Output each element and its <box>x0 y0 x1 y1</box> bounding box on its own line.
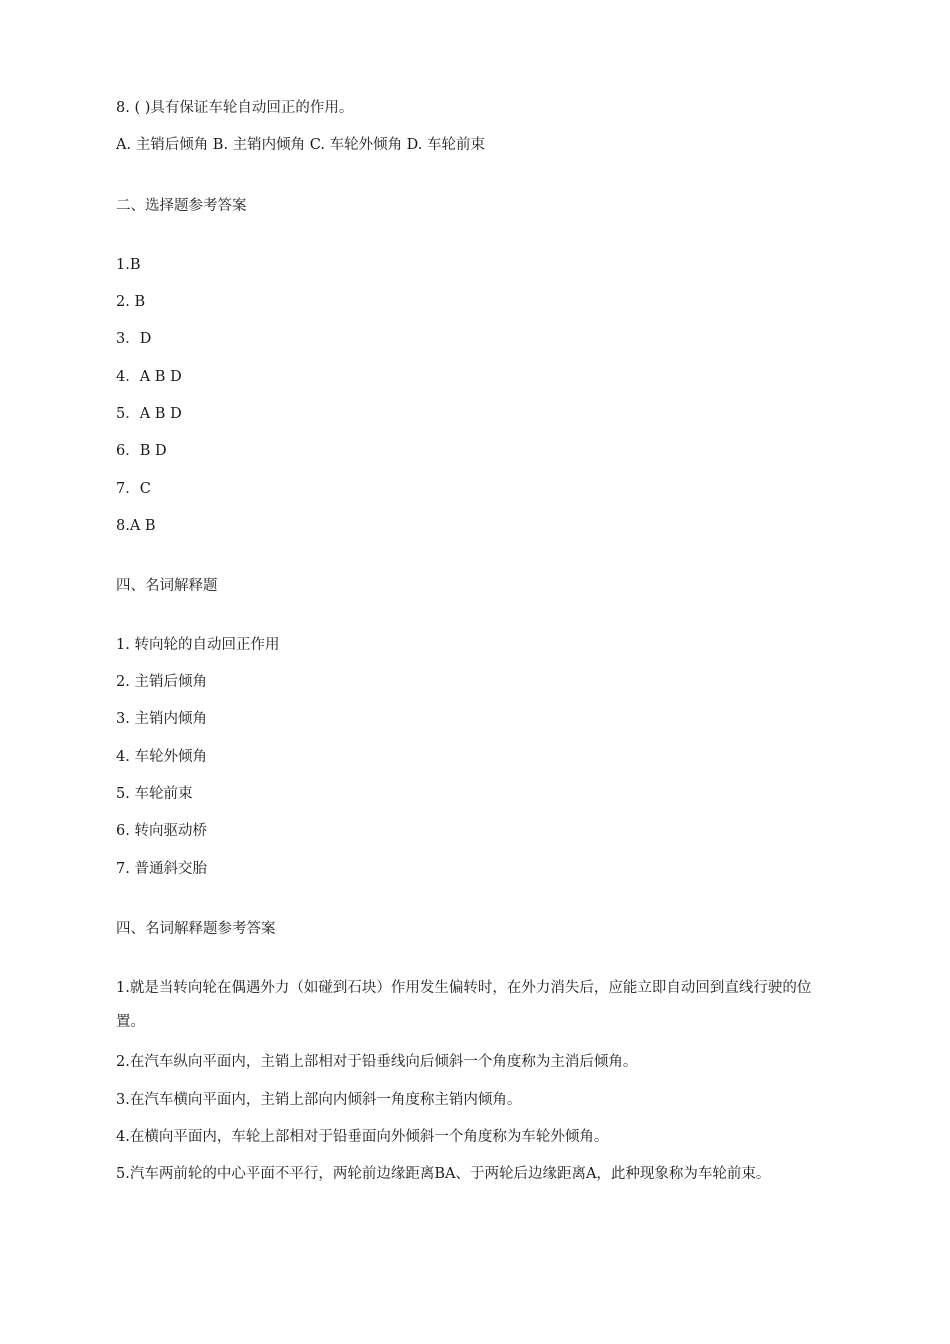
term-item: 2. 主销后倾角 <box>116 674 207 690</box>
term-item: 5. 车轮前束 <box>116 786 193 802</box>
choice-answer-item: 3．D <box>116 331 152 347</box>
question-8-stem: 8. ( )具有保证车轮自动回正的作用。 <box>116 100 354 116</box>
choice-answer-item: 5．A B D <box>116 406 182 422</box>
term-item: 3. 主销内倾角 <box>116 711 207 727</box>
term-answer-item: 3.在汽车横向平面内，主销上部向内倾斜一角度称主销内倾角。 <box>116 1092 522 1108</box>
term-answer-item: 5.汽车两前轮的中心平面不平行，两轮前边缘距离BA、于两轮后边缘距离A，此种现象称为车轮前束。 <box>116 1166 771 1182</box>
terms-heading: 四、名词解释题 <box>116 578 218 594</box>
choice-answer-item: 7．C <box>116 481 151 497</box>
term-answer-item: 1.就是当转向轮在偶遇外力（如碰到石块）作用发生偏转时，在外力消失后，应能立即自动回到直线行驶的位置。 <box>116 980 812 1030</box>
term-answer-item: 4.在横向平面内，车轮上部相对于铅垂面向外倾斜一个角度称为车轮外倾角。 <box>116 1129 609 1145</box>
term-item: 6. 转向驱动桥 <box>116 823 207 839</box>
question-8-options: A. 主销后倾角 B. 主销内倾角 C. 车轮外倾角 D. 车轮前束 <box>116 137 486 153</box>
term-answer-item: 2.在汽车纵向平面内，主销上部相对于铅垂线向后倾斜一个角度称为主消后倾角。 <box>116 1054 638 1070</box>
choice-answer-item: 8.A B <box>116 518 156 534</box>
choice-answer-item: 2. B <box>116 294 146 310</box>
term-item: 1. 转向轮的自动回正作用 <box>116 637 280 653</box>
term-item: 7. 普通斜交胎 <box>116 861 207 877</box>
choice-answers-heading: 二、选择题参考答案 <box>116 198 247 214</box>
term-item: 4. 车轮外倾角 <box>116 749 207 765</box>
choice-answer-item: 4．A B D <box>116 369 182 385</box>
choice-answer-item: 1.B <box>116 257 141 273</box>
choice-answer-item: 6．B D <box>116 443 167 459</box>
term-answers-heading: 四、名词解释题参考答案 <box>116 921 276 937</box>
